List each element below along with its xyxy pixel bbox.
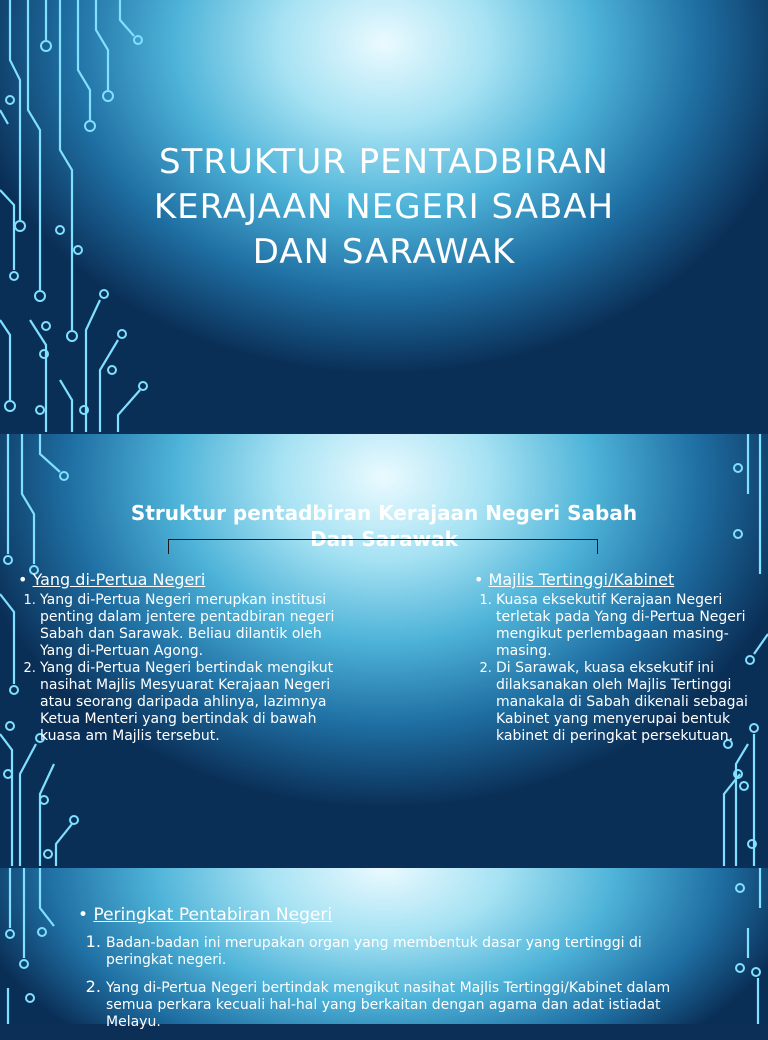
majlis-tertinggi-column: [474, 571, 758, 745]
slide-title-line: STRUKTUR PENTADBIRAN: [159, 142, 609, 182]
slide-heading-line2: Dan Sarawak: [310, 527, 458, 551]
bullet: •: [474, 570, 489, 589]
hierarchy-bracket: [168, 539, 598, 554]
list-item: 2. Yang di-Pertua Negeri bertindak mengikut nasihat Majlis Mesyuarat Kerajaan Negeri atau seorang daripada ahlinya, lazimnya Ketua Menteri yang bertindak di bawah kuasa am Majlis tersebut.: [40, 660, 348, 745]
section-heading-text: Peringkat Pentabiran Negeri: [93, 905, 333, 925]
slide-title-line: KERAJAAN NEGERI SABAH: [153, 187, 615, 227]
slide-heading: [60, 500, 708, 551]
bullet: •: [78, 905, 94, 925]
column-heading: [18, 571, 348, 588]
column-heading: [474, 571, 758, 588]
column-heading-text: Majlis Tertinggi/Kabinet: [488, 570, 675, 589]
slide-heading-line1: Struktur pentadbiran Kerajaan Negeri Sabah: [130, 501, 638, 525]
slide-title-line: DAN SARAWAK: [252, 232, 516, 272]
bullet: •: [18, 570, 33, 589]
slide-title: [84, 140, 684, 275]
numbered-list: [18, 592, 348, 745]
section-heading: [78, 905, 708, 925]
list-item: 1. Badan-badan ini merupakan organ yang membentuk dasar yang tertinggi di peringkat negeri.: [106, 933, 708, 969]
numbered-list: [474, 592, 758, 745]
list-item: 1. Yang di-Pertua Negeri merupkan institusi penting dalam jentere pentadbiran negeri Sabah dan Sarawak. Beliau dilantik oleh Yang di-Pertuan Agong.: [40, 592, 348, 660]
list-item: 2. Di Sarawak, kuasa eksekutif ini dilaksanakan oleh Majlis Tertinggi manakala di Sabah dikenali sebagai Kabinet yang menyerupai bentuk kabinet di peringkat persekutuan.: [496, 660, 758, 745]
list-item: 1. Kuasa eksekutif Kerajaan Negeri terletak pada Yang di-Pertua Negeri mengikut perlembagaan masing-masing.: [496, 592, 758, 660]
numbered-list: [78, 933, 708, 1031]
circuit-decoration-left: [0, 868, 80, 1024]
column-heading-text: Yang di-Pertua Negeri: [32, 570, 206, 589]
yang-dipertua-column: [18, 571, 348, 745]
title-slide[interactable]: [0, 0, 768, 432]
list-item: 2. Yang di-Pertua Negeri bertindak mengikut nasihat Majlis Tertinggi/Kabinet dalam semua perkara kecuali hal-hal yang berkaitan dengan agama dan adat istiadat Melayu.: [106, 978, 708, 1031]
level-content: [78, 905, 708, 1040]
